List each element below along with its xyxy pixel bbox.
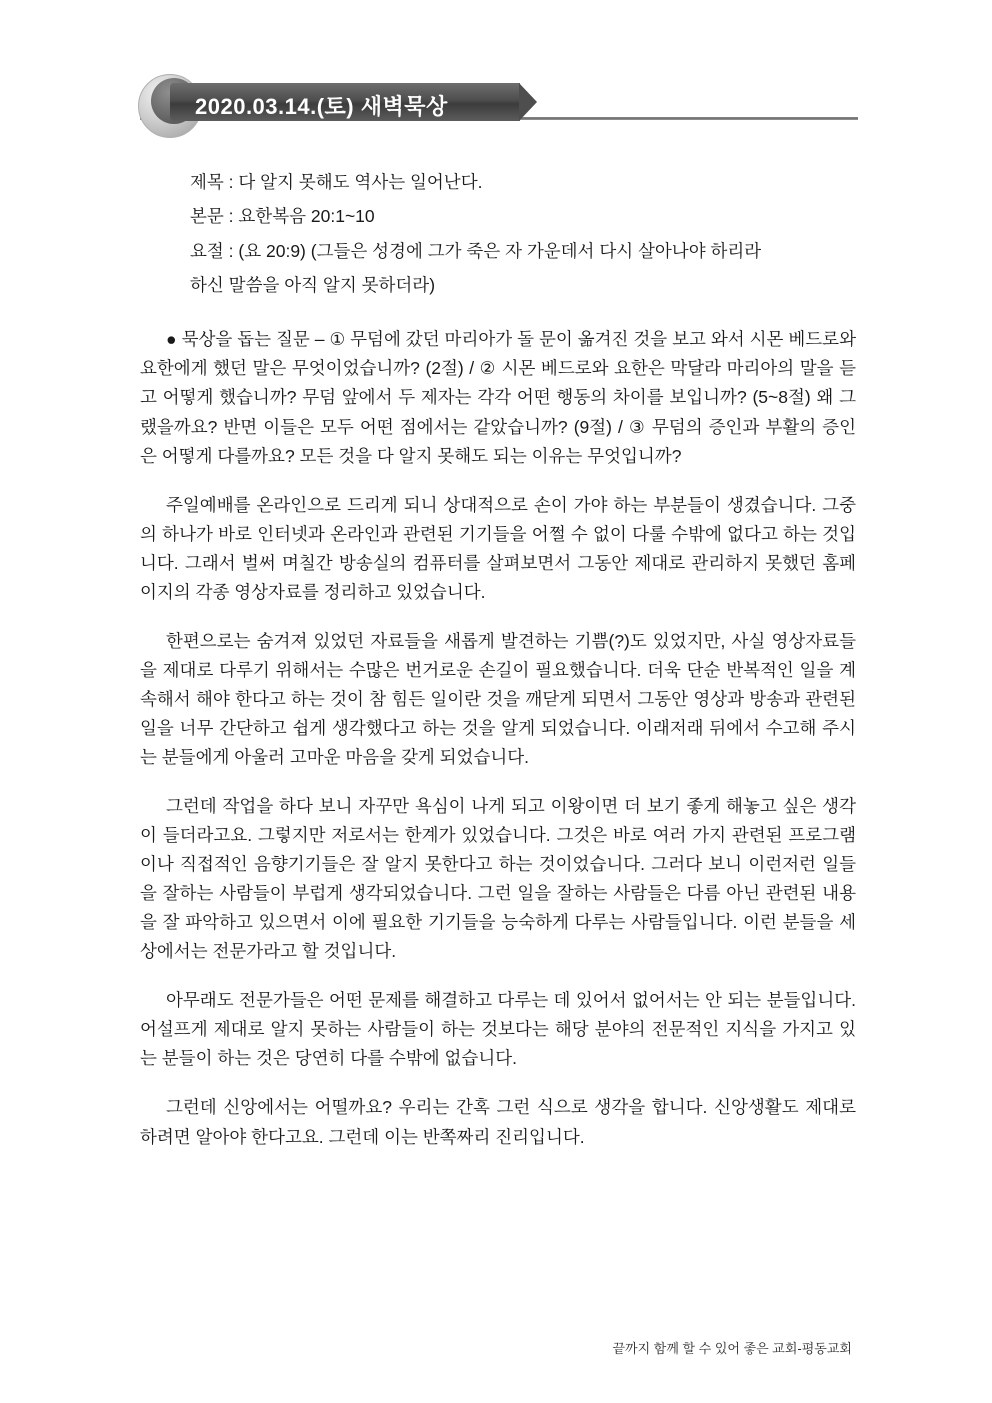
- meta-text-line: 본문 : 요한복음 20:1~10: [190, 206, 375, 227]
- page-footer: 끝까지 함께 할 수 있어 좋은 교회-평동교회: [612, 1341, 852, 1356]
- meditation-question: [140, 325, 856, 470]
- page-title: 2020.03.14.(토) 새벽묵상: [195, 94, 448, 119]
- body-paragraph: 한편으로는 숨겨져 있었던 자료들을 새롭게 발견하는 기쁨(?)도 있었지만, 사실 영상자료들을 제대로 다루기 위해서는 수많은 번거로운 손길이 필요했습니다. 더욱 단순 반복적인 일을 계속해서 해야 한다고 하는 것이 참 힘든 일이란 것을 깨닫게 되면서 그동안 영상과 방송과 관련된 일을 너무 간단하고 쉽게 생각했다고 하는 것을 알게 되었습니다. 이래저래 뒤에서 수고해 주시는 분들에게 아울러 고마운 마음을 갖게 되었습니다.: [140, 630, 856, 767]
- body-paragraph: 그런데 신앙에서는 어떨까요? 우리는 간혹 그런 식으로 생각을 합니다. 신앙생활도 제대로 하려면 알아야 한다고요. 그런데 이는 반쪽짜리 진리입니다.: [140, 1097, 856, 1147]
- body-paragraph: 아무래도 전문가들은 어떤 문제를 해결하고 다루는 데 있어서 없어서는 안 되는 분들입니다. 어설프게 제대로 알지 못하는 사람들이 하는 것보다는 해당 분야의 전문적인 지식을 가지고 있는 분들이 하는 것은 당연히 다를 수밖에 없습니다.: [140, 990, 856, 1069]
- page-header: [0, 70, 992, 140]
- meditation-question-text: 묵상을 돕는 질문 – ① 무덤에 갔던 마리아가 돌 문이 옮겨진 것을 보고 와서 시몬 베드로와 요한에게 했던 말은 무엇이었습니까? (2절) / ② 시몬 베드로와 요한은 막달라 마리아의 말을 듣고 어떻게 했습니까? 무덤 앞에서 두 제자는 각각 어떤 행동의 차이를 보입니까? (5~8절) 왜 그랬을까요? 반면 이들은 모두 어떤 점에서는 같았습니까? (9절) / ③ 무덤의 증인과 부활의 증인은 어떻게 다를까요? 모든 것을 다 알지 못해도 되는 이유는 무엇입니까?: [140, 329, 856, 466]
- meta-key-verse-continued: 하신 말씀을 아직 알지 못하더라): [190, 275, 436, 296]
- meta-key-verse-line: 요절 : (요 20:9) (그들은 성경에 그가 죽은 자 가운데서 다시 살아나야 하리라: [190, 240, 762, 261]
- body-paragraph: 그런데 작업을 하다 보니 자꾸만 욕심이 나게 되고 이왕이면 더 보기 좋게 해놓고 싶은 생각이 들더라고요. 그렇지만 저로서는 한계가 있었습니다. 그것은 바로 여러 가지 관련된 프로그램이나 직접적인 음향기기들은 잘 알지 못한다고 하는 것이었습니다. 그러다 보니 이런저런 일들을 잘하는 사람들이 부럽게 생각되었습니다. 그런 일을 잘하는 사람들은 다름 아닌 관련된 내용을 잘 파악하고 있으면서 이에 필요한 기기들을 능숙하게 다루는 사람들입니다. 이런 분들을 세상에서는 전문가라고 할 것입니다.: [140, 796, 856, 962]
- body-paragraph: 주일예배를 온라인으로 드리게 되니 상대적으로 손이 가야 하는 부분들이 생겼습니다. 그중의 하나가 바로 인터넷과 온라인과 관련된 기기들을 어쩔 수 없이 다룰 수밖에 없다고 하는 것입니다. 그래서 벌써 며칠간 방송실의 컴퓨터를 살펴보면서 그동안 제대로 관리하지 못했던 홈페이지의 각종 영상자료를 정리하고 있었습니다.: [140, 494, 856, 602]
- document-body: [140, 168, 856, 1152]
- meta-title-line: 제목 : 다 알지 못해도 역사는 일어난다.: [190, 172, 483, 192]
- bullet-icon: ●: [166, 329, 177, 350]
- meta-block: [140, 168, 856, 299]
